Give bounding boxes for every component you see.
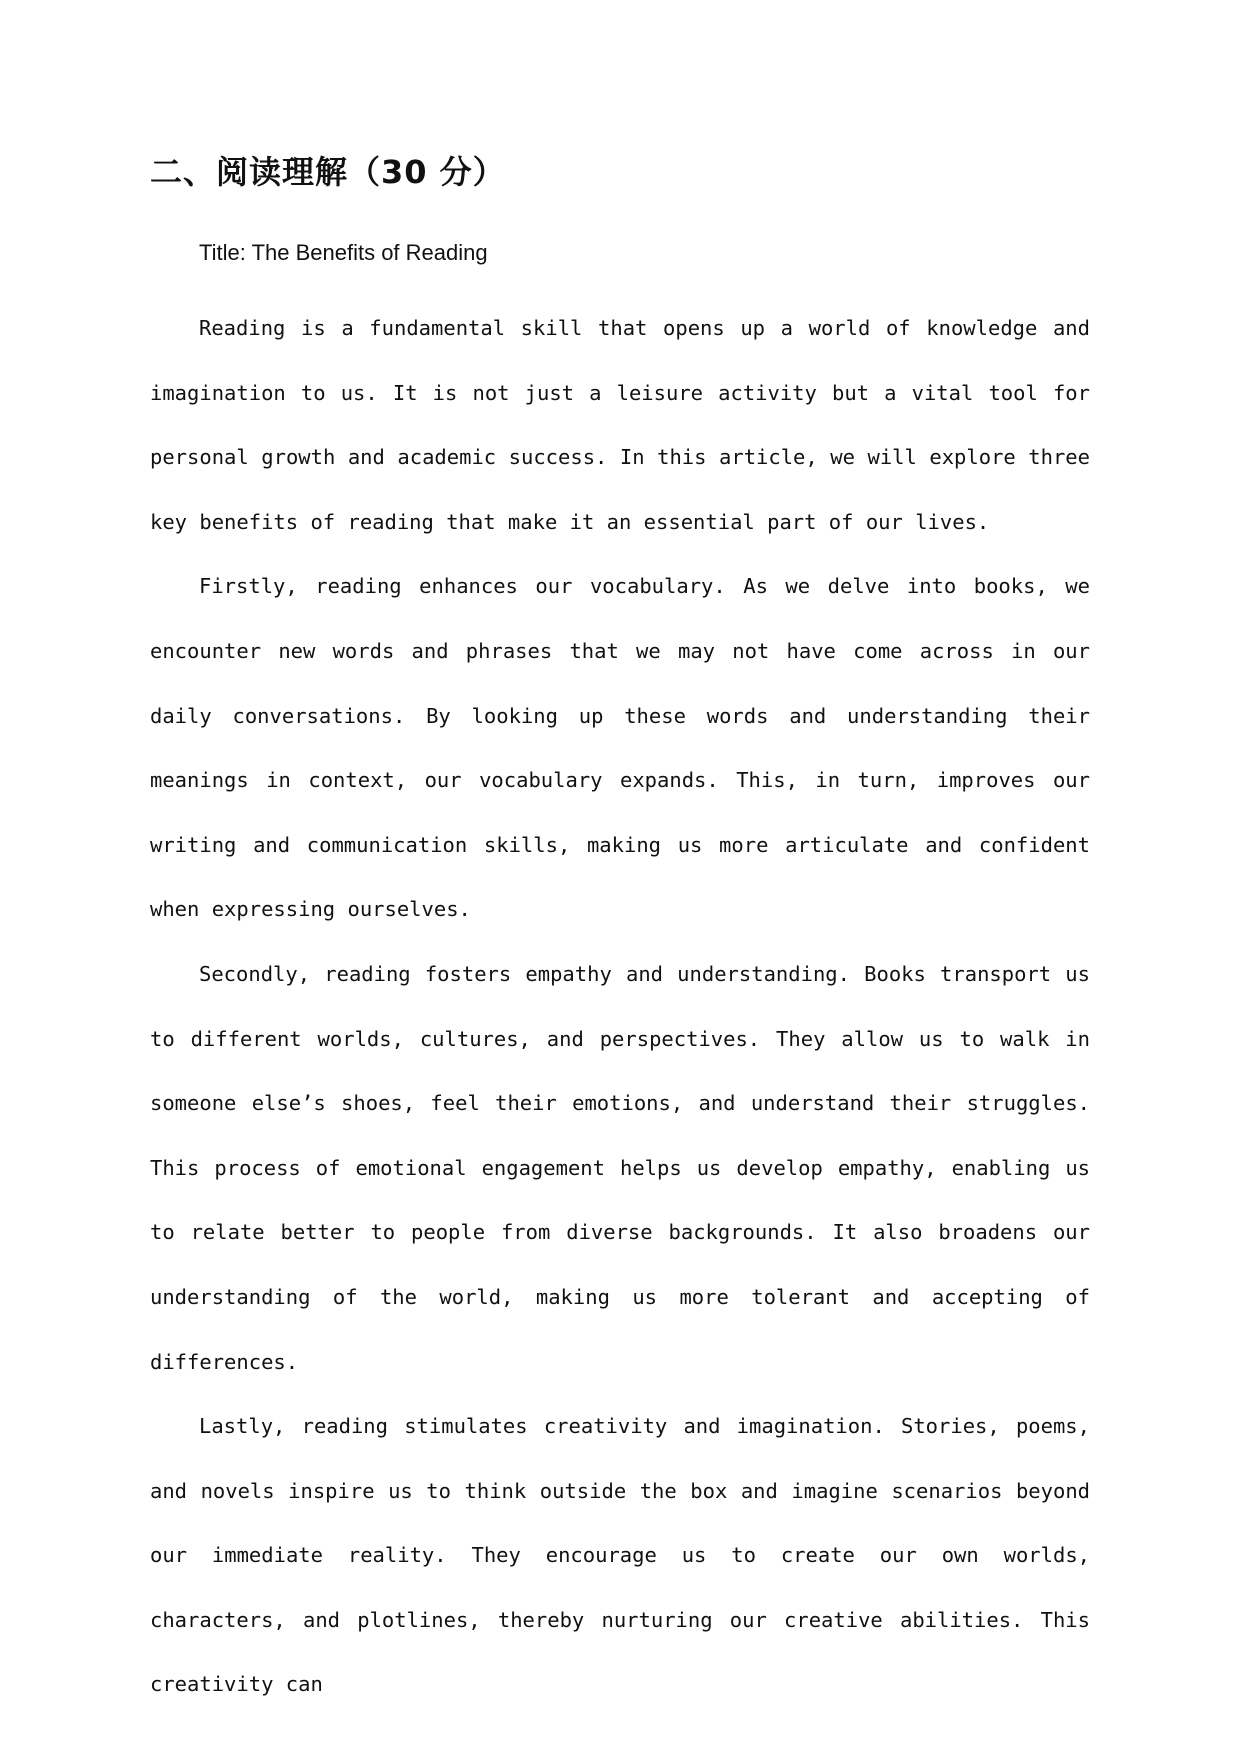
paragraph-intro: Reading is a fundamental skill that opens up a world of knowledge and imagination to us. It is not just a leisure activity but a vital tool for personal growth and academic success. In this article, we will explore three key benefits of reading that make it an essential part of our lives.	[150, 316, 1090, 534]
article-body	[150, 296, 1090, 1717]
article-title: Title: The Benefits of Reading	[199, 240, 488, 265]
paragraph-vocabulary: Firstly, reading enhances our vocabulary. As we delve into books, we encounter new words and phrases that we may not have come across in our daily conversations. By looking up these words and understanding their meanings in context, our vocabulary expands. This, in turn, improves our writing and communication skills, making us more articulate and confident when expressing ourselves.	[150, 574, 1090, 922]
paragraph-empathy: Secondly, reading fosters empathy and understanding. Books transport us to different worlds, cultures, and perspectives. They allow us to walk in someone else’s shoes, feel their emotions, and understand their struggles. This process of emotional engagement helps us develop empathy, enabling us to relate better to people from diverse backgrounds. It also broadens our understanding of the world, making us more tolerant and accepting of differences.	[150, 961, 1090, 1374]
paragraph-creativity: Lastly, reading stimulates creativity and imagination. Stories, poems, and novels inspire us to think outside the box and imagine scenarios beyond our immediate reality. They encourage us to create our own worlds, characters, and plotlines, thereby nurturing our creative abilities. This creativity can	[150, 1414, 1090, 1697]
section-heading: 二、阅读理解（30 分）	[150, 153, 506, 191]
